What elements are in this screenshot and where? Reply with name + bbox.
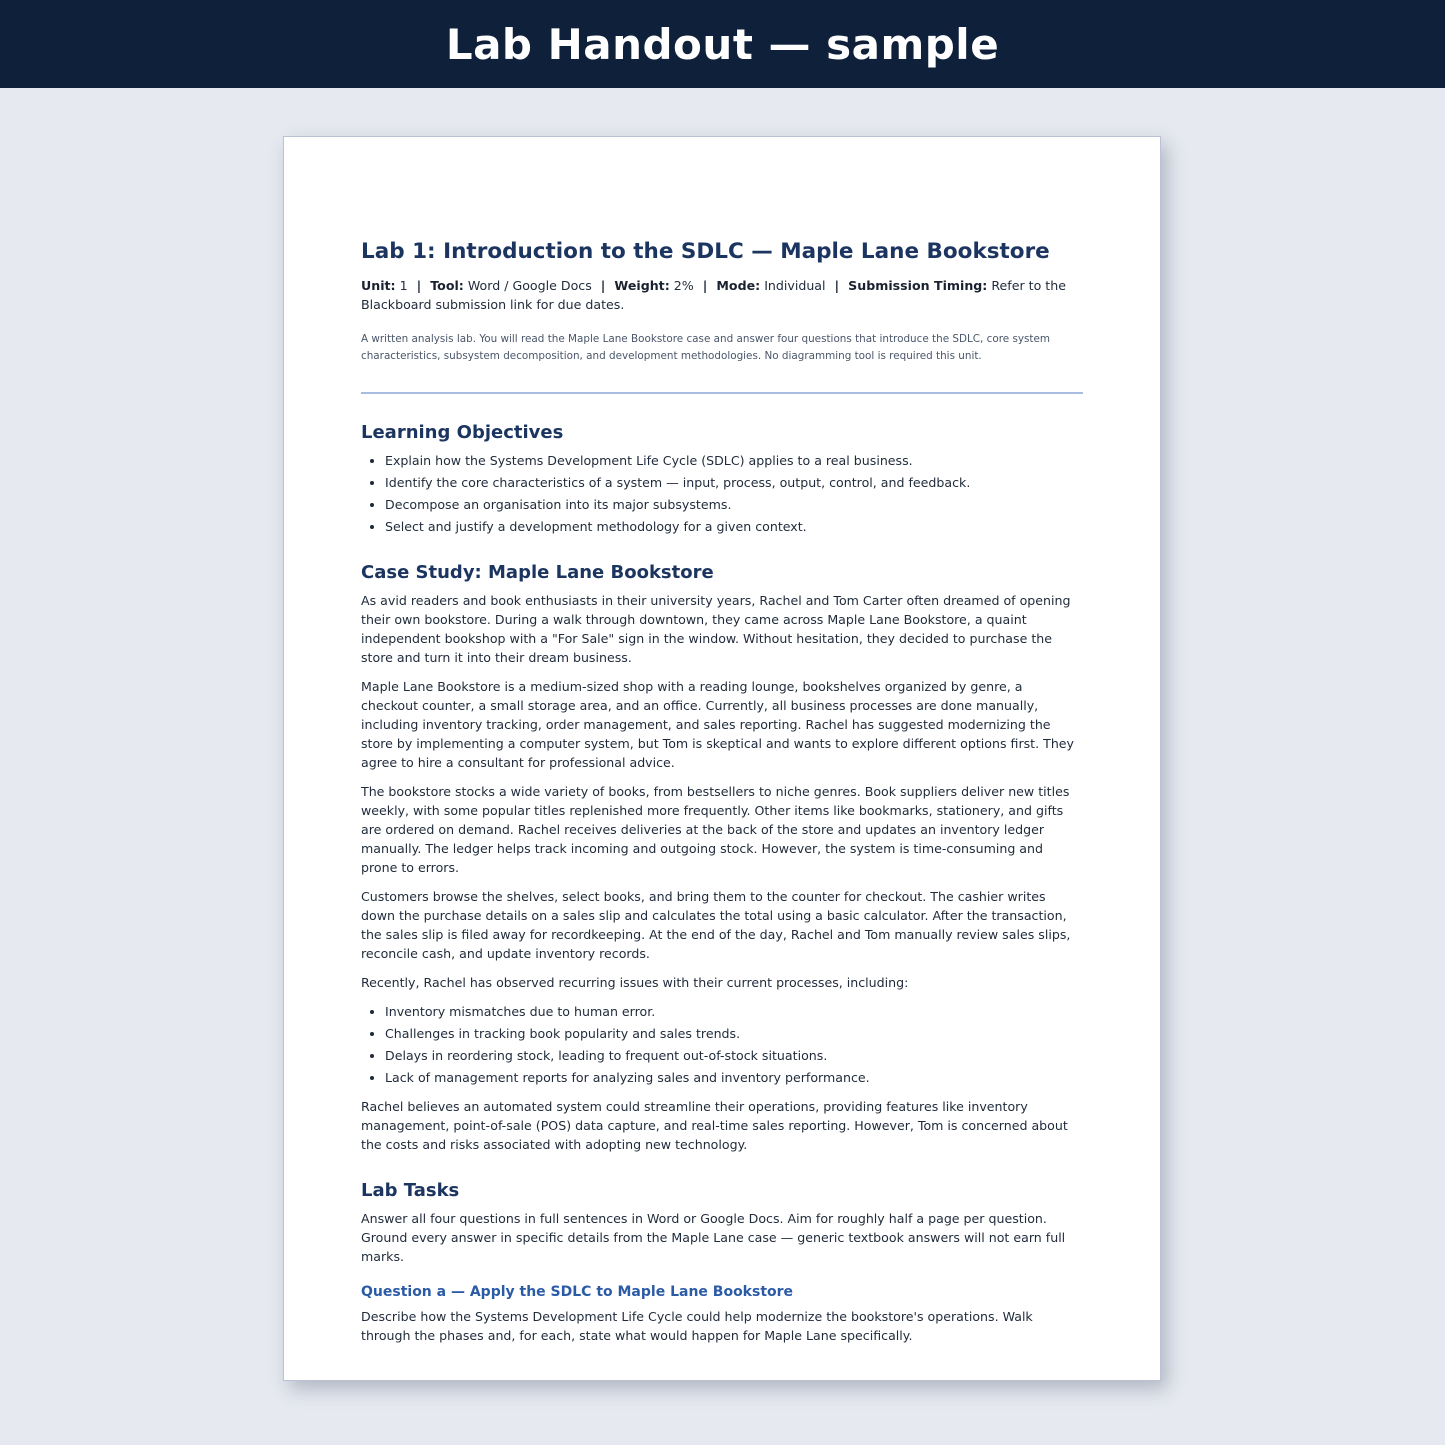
meta-unit-label: Unit:: [361, 278, 396, 293]
lab-tasks-section: [361, 1180, 1083, 1345]
meta-separator: |: [416, 278, 422, 293]
case-paragraph: Recently, Rachel has observed recurring issues with their current processes, including:: [361, 975, 909, 990]
case-paragraph: Maple Lane Bookstore is a medium-sized shop with a reading lounge, bookshelves organized by genre, a checkout counter, a small storage area, and an office. Currently, all business processes are done manually, including inventory tracking, order management, and sales reporting. Rachel has suggested modernizing the store by implementing a computer system, but Tom is skeptical and wants to explore different options first. They agree to hire a consultant for professional advice.: [361, 679, 1075, 770]
meta-mode-value: Individual: [764, 278, 826, 293]
issues-list: [361, 1002, 1083, 1087]
meta-weight-label: Weight:: [614, 278, 670, 293]
question-a-heading: Question a — Apply the SDLC to Maple Lane Bookstore: [361, 1284, 794, 1300]
objectives-heading: Learning Objectives: [361, 422, 564, 443]
issue-item: • Challenges in tracking book popularity and sales trends.: [385, 1024, 1083, 1043]
meta-timing-label: Submission Timing:: [848, 278, 988, 293]
issue-item: • Lack of management reports for analyzing sales and inventory performance.: [385, 1068, 1083, 1087]
learning-objectives-section: [361, 422, 1083, 536]
meta-timing-value: Refer to the Blackboard submission link for due dates.: [361, 278, 1066, 312]
meta-unit-value: 1: [399, 278, 408, 293]
issue-item: • Delays in reordering stock, leading to frequent out-of-stock situations.: [385, 1046, 1083, 1065]
meta-weight-value: 2%: [673, 278, 694, 293]
meta-separator: |: [834, 278, 840, 293]
issue-item: • Inventory mismatches due to human error.: [385, 1002, 1083, 1021]
document-page: [283, 136, 1161, 1381]
meta-mode-label: Mode:: [716, 278, 761, 293]
case-closing-paragraph: Rachel believes an automated system could streamline their operations, providing features like inventory management, point-of-sale (POS) data capture, and real-time sales reporting. However, Tom is concerned about the costs and risks associated with adopting new technology.: [361, 1099, 1068, 1152]
meta-tool-value: Word / Google Docs: [467, 278, 592, 293]
objectives-list: [361, 451, 1083, 536]
document-content: [361, 239, 1083, 1371]
header-banner: [0, 0, 1445, 88]
meta-separator: |: [600, 278, 606, 293]
objective-item: • Select and justify a development methodology for a given context.: [385, 517, 1083, 536]
lab-tasks-intro: Answer all four questions in full sentences in Word or Google Docs. Aim for roughly half a page per question. Ground every answer in specific details from the Maple Lane case — generic textbook answers will not earn full marks.: [361, 1211, 1066, 1264]
case-study-heading: Case Study: Maple Lane Bookstore: [361, 562, 714, 583]
meta-tool-label: Tool:: [430, 278, 464, 293]
section-divider: [361, 392, 1083, 394]
meta-separator: |: [702, 278, 708, 293]
case-paragraph: The bookstore stocks a wide variety of books, from bestsellers to niche genres. Book suppliers deliver new titles weekly, with some popular titles replenished more frequently. Other items like bookmarks, stationery, and gifts are ordered on demand. Rachel receives deliveries at the back of the store and updates an inventory ledger manually. The ledger helps track incoming and outgoing stock. However, the system is time-consuming and prone to errors.: [361, 784, 1070, 875]
case-paragraph: Customers browse the shelves, select books, and bring them to the counter for checkout. The cashier writes down the purchase details on a sales slip and calculates the total using a basic calculator. After the transaction, the sales slip is filed away for recordkeeping. At the end of the day, Rachel and Tom manually review sales slips, reconcile cash, and update inventory records.: [361, 889, 1071, 961]
objective-item: • Decompose an organisation into its major subsystems.: [385, 495, 1083, 514]
banner-title: Lab Handout — sample: [445, 19, 1000, 69]
lab-tasks-heading: Lab Tasks: [361, 1180, 460, 1201]
objective-item: • Identify the core characteristics of a system — input, process, output, control, and feedback.: [385, 473, 1083, 492]
lab-meta: [361, 276, 1083, 314]
lab-intro: A written analysis lab. You will read the Maple Lane Bookstore case and answer four questions that introduce the SDLC, core system characteristics, subsystem decomposition, and development methodologies. No diagramming tool is required this unit.: [361, 333, 1051, 362]
case-study-section: [361, 562, 1083, 1154]
objective-item: • Explain how the Systems Development Life Cycle (SDLC) applies to a real business.: [385, 451, 1083, 470]
lab-title: Lab 1: Introduction to the SDLC — Maple Lane Bookstore: [361, 239, 1050, 264]
question-a-body: Describe how the Systems Development Life Cycle could help modernize the bookstore's operations. Walk through the phases and, for each, state what would happen for Maple Lane specifically.: [361, 1309, 1033, 1343]
case-paragraph: As avid readers and book enthusiasts in their university years, Rachel and Tom Carter often dreamed of opening their own bookstore. During a walk through downtown, they came across Maple Lane Bookstore, a quaint independent bookshop with a "For Sale" sign in the window. Without hesitation, they decided to purchase the store and turn it into their dream business.: [361, 593, 1071, 665]
